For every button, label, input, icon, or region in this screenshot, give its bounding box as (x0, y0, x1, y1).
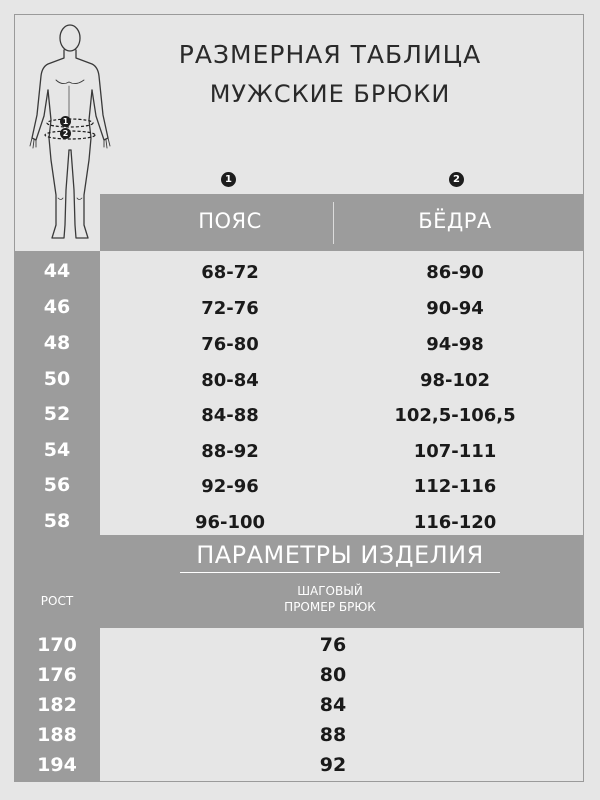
hips-value: 102,5-106,5 (394, 405, 516, 426)
size-value: 44 (43, 260, 71, 282)
size-value: 52 (43, 403, 71, 425)
height-value: 194 (37, 754, 77, 776)
height-value: 170 (37, 634, 77, 656)
size-value: 48 (43, 332, 71, 354)
waist-value: 96-100 (194, 512, 266, 533)
hips-value: 98-102 (419, 370, 491, 391)
hips-value: 86-90 (426, 262, 484, 283)
size-value: 46 (43, 296, 71, 318)
size-value: 50 (43, 368, 71, 390)
waist-value: 92-96 (201, 476, 259, 497)
hips-value: 94-98 (426, 334, 484, 355)
header-divider (333, 202, 334, 244)
page-title: РАЗМЕРНАЯ ТАБЛИЦА (178, 40, 482, 69)
hips-value: 112-116 (413, 476, 497, 497)
inseam-header (230, 583, 430, 615)
height-value: 188 (37, 724, 77, 746)
waist-value: 76-80 (201, 334, 259, 355)
hips-value: 90-94 (426, 298, 484, 319)
height-header: РОСТ (40, 594, 74, 608)
page-subtitle: МУЖСКИЕ БРЮКИ (209, 80, 451, 108)
hips-value: 107-111 (413, 441, 497, 462)
height-value: 176 (37, 664, 77, 686)
inseam-value: 88 (319, 724, 347, 746)
waist-value: 68-72 (201, 262, 259, 283)
params-title-underline (180, 572, 500, 573)
inseam-value: 92 (319, 754, 347, 776)
params-title: ПАРАМЕТРЫ ИЗДЕЛИЯ (196, 541, 484, 569)
waist-value: 84-88 (201, 405, 259, 426)
waist-value: 80-84 (201, 370, 259, 391)
size-value: 54 (43, 439, 71, 461)
figure-marker-1: 1 (60, 116, 71, 127)
inseam-header-line1: ШАГОВЫЙ (297, 584, 363, 598)
size-value: 56 (43, 474, 71, 496)
inseam-value: 84 (319, 694, 347, 716)
inseam-value: 80 (319, 664, 347, 686)
height-value: 182 (37, 694, 77, 716)
waist-value: 88-92 (201, 441, 259, 462)
inseam-header-line2: ПРОМЕР БРЮК (284, 600, 376, 614)
hips-value: 116-120 (413, 512, 497, 533)
column-marker-waist: 1 (221, 172, 236, 187)
waist-value: 72-76 (201, 298, 259, 319)
figure-marker-2: 2 (60, 128, 71, 139)
column-marker-hips: 2 (449, 172, 464, 187)
column-header-hips: БЁДРА (418, 209, 492, 233)
column-header-waist: ПОЯС (198, 209, 262, 233)
inseam-value: 76 (319, 634, 347, 656)
size-value: 58 (43, 510, 71, 532)
